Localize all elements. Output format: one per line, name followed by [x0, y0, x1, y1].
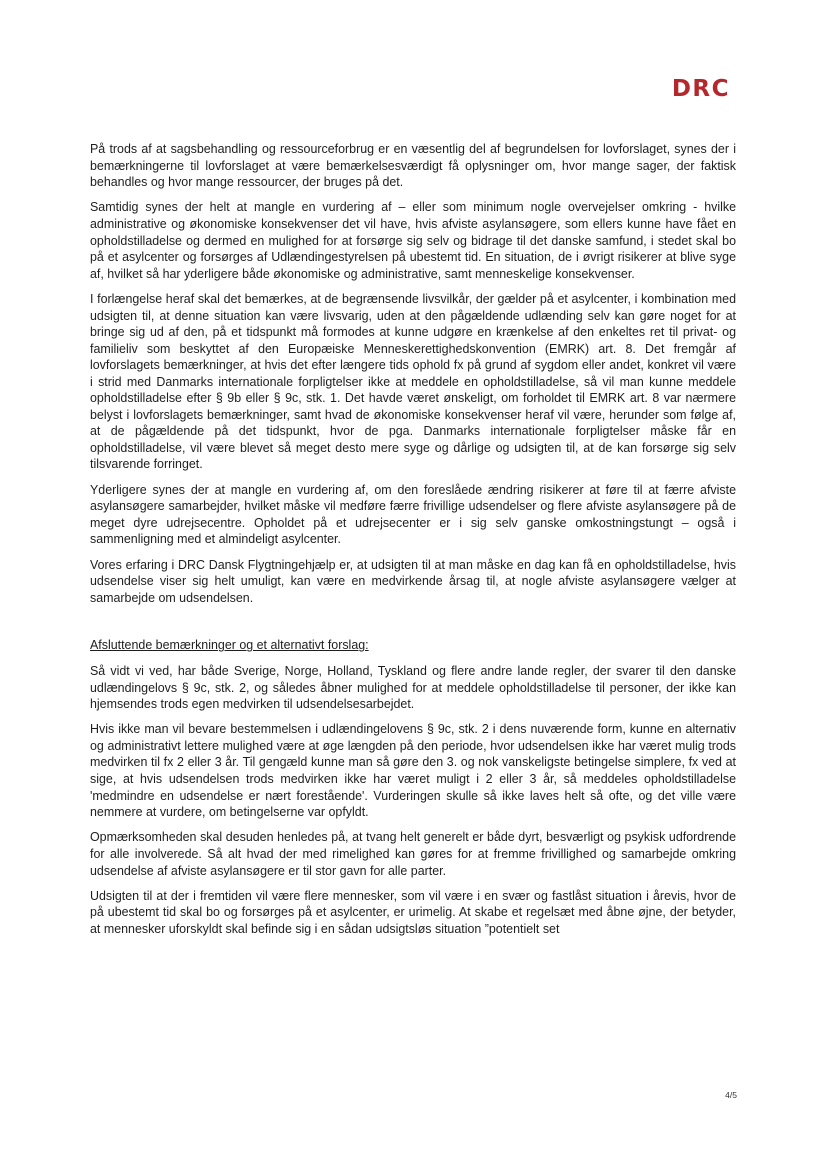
- drc-logo: DRC: [671, 76, 730, 102]
- paragraph-1: På trods af at sagsbehandling og ressourceforbrug er en væsentlig del af begrundelsen for lovforslaget, synes der i bemærkningerne til lovforslaget at være bemærkelsesværdigt få oplysninger om, hvor mange sager, der faktisk behandles og hvor mange ressourcer, der bruges på det.: [90, 142, 736, 190]
- section-paragraph-3: Opmærksomheden skal desuden henledes på, at tvang helt generelt er både dyrt, besværligt og psykisk udfordrende for alle involverede. Så alt hvad der med rimelighed kan gøres for at fremme frivillighed og samarbejde omkring udsendelse af afviste asylansøgere er til stor gavn for alle parter.: [90, 830, 736, 878]
- section-heading: Afsluttende bemærkninger og et alternativt forslag:: [90, 638, 369, 653]
- section-paragraph-2: Hvis ikke man vil bevare bestemmelsen i udlændingelovens § 9c, stk. 2 i dens nuværende form, kunne en alternativ og administrativt lettere mulighed være at øge længden på den periode, hvor udsendelsen ikke har været mulig trods medvirken til fx 2 eller 3 år. Til gengæld kunne man så gøre den 3. og nok vanskeligste betingelse simplere, fx ved at sige, at hvis udsendelsen trods medvirken ikke har været muligt i 2 eller 3 år, så meddeles opholdstilladelse 'medmindre en udsendelse er nært forestående'. Vurderingen skulle så ikke laves helt så ofte, og det ville være nemmere at vurdere, om betingelserne var opfyldt.: [90, 722, 736, 820]
- page-number: 4/5: [725, 1090, 737, 1100]
- paragraph-4: Yderligere synes der at mangle en vurdering af, om den foreslåede ændring risikerer at føre til at færre afviste asylansøgere samarbejder, hvilket måske vil medføre færre frivillige udsendelser og flere afviste asylansøgere på de meget dyre udrejsecentre. Opholdet på et udrejsecenter er i sig selv ganske omkostningstungt – også i sammenligning med et almindeligt asylcenter.: [90, 482, 736, 547]
- paragraph-5: Vores erfaring i DRC Dansk Flygtningehjælp er, at udsigten til at man måske en dag kan få en opholdstilladelse, hvis udsendelse viser sig helt umuligt, kan være en medvirkende årsag til, at nogle afviste asylansøgere vælger at samarbejde om udsendelsen.: [90, 557, 736, 605]
- paragraph-2: Samtidig synes der helt at mangle en vurdering af – eller som minimum nogle overvejelser omkring - hvilke administrative og økonomiske konsekvenser det vil have, hvis afviste asylansøgere, som ellers kunne have fået en opholdstilladelse og dermed en mulighed for at forsørge sig selv og bidrage til det danske samfund, i stedet skal bo på et asylcenter og forsørges af Udlændingestyrelsen på ubestemt tid. En situation, de i øvrigt risikerer at blive syge af, hvilket så har yderligere både økonomiske og administrative, samt menneskelige konsekvenser.: [90, 200, 736, 281]
- paragraph-3: I forlængelse heraf skal det bemærkes, at de begrænsende livsvilkår, der gælder på et asylcenter, i kombination med udsigten til, at denne situation kan være livsvarig, uden at den pågældende udlænding selv kan gøre noget for at bringe sig ud af den, på et tidspunkt må formodes at kunne udgøre en krænkelse af den enkeltes ret til privat- og familieliv som beskyttet af den Europæiske Menneskerettighedskonvention (EMRK) art. 8. Det fremgår af lovforslagets bemærkninger, at hvis det efter længere tids ophold fx på grund af sygdom eller andet, konkret vil være i strid med Danmarks internationale forpligtelser ikke at meddele en opholdstilladelse, så vil man kunne meddele opholdstilladelse efter § 9b eller § 9c, stk. 1. Det havde været ønskeligt, om forholdet til EMRK art. 8 var nærmere belyst i lovforslagets bemærkninger, samt hvad de økonomiske konsekvenser heraf vil være, herunder som følge af, at de pågældende på det tidspunkt, hvor de pga. Danmarks internationale forpligtelser måske får en opholdstilladelse, vil være blevet så meget desto mere syge og dårlige og udsigten til, at de kan forsørge sig selv tilsvarende forringet.: [90, 291, 736, 472]
- document-body: [90, 141, 736, 946]
- section-paragraph-4: Udsigten til at der i fremtiden vil være flere mennesker, som vil være i en svær og fastlåst situation i årevis, hvor de på ubestemt tid skal bo og forsørges på et asylcenter, er urimelig. At skabe et regelsæt med åbne øjne, der betyder, at mennesker uforskyldt skal befinde sig i en sådan udsigtsløs situation ”potentielt set: [90, 888, 736, 936]
- section-paragraph-1: Så vidt vi ved, har både Sverige, Norge, Holland, Tyskland og flere andre lande regler, der svarer til den danske udlændingelovs § 9c, stk. 2, og således åbner mulighed for at meddele opholdstilladelse til personer, der ikke kan hjemsendes trods egen medvirken til udsendelsesarbejdet.: [90, 663, 736, 712]
